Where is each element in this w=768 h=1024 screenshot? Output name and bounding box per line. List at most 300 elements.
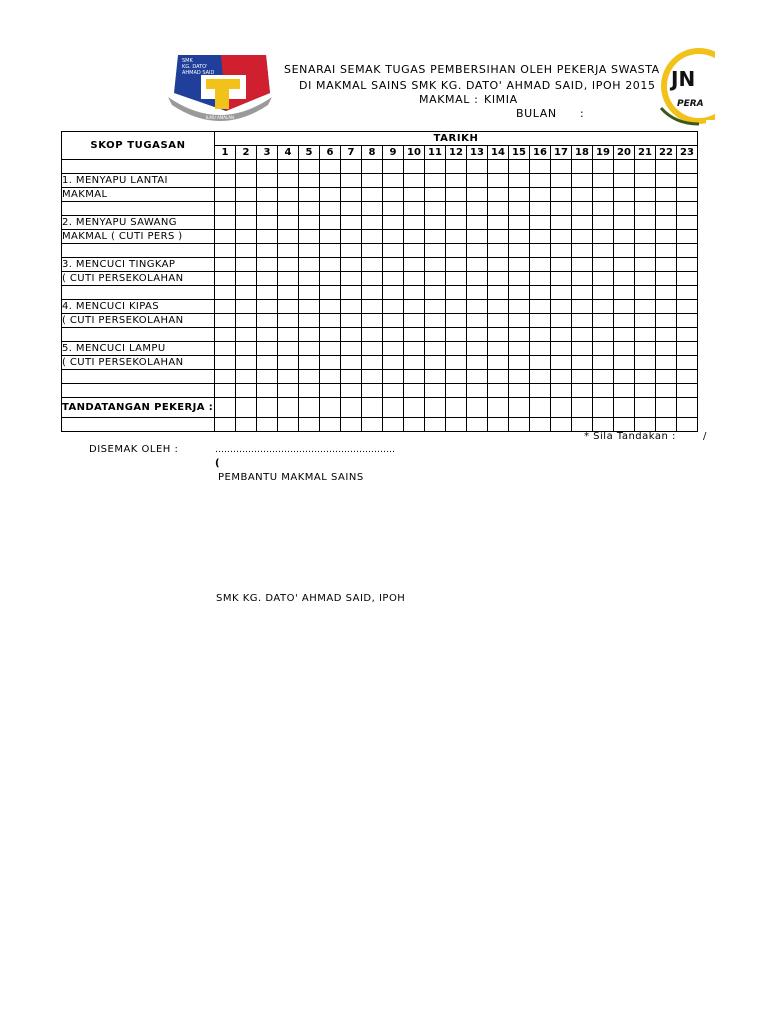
check-cell[interactable] (236, 342, 257, 356)
check-cell[interactable] (593, 258, 614, 272)
check-cell[interactable] (614, 342, 635, 356)
check-cell[interactable] (446, 398, 467, 418)
check-cell[interactable] (677, 328, 698, 342)
check-cell[interactable] (320, 370, 341, 384)
check-cell[interactable] (656, 300, 677, 314)
check-cell[interactable] (299, 398, 320, 418)
check-cell[interactable] (446, 230, 467, 244)
check-cell[interactable] (404, 370, 425, 384)
check-cell[interactable] (509, 244, 530, 258)
check-cell[interactable] (509, 418, 530, 432)
check-cell[interactable] (509, 300, 530, 314)
check-cell[interactable] (404, 328, 425, 342)
check-cell[interactable] (446, 244, 467, 258)
check-cell[interactable] (425, 314, 446, 328)
check-cell[interactable] (656, 370, 677, 384)
check-cell[interactable] (677, 174, 698, 188)
check-cell[interactable] (425, 174, 446, 188)
check-cell[interactable] (488, 174, 509, 188)
check-cell[interactable] (509, 286, 530, 300)
check-cell[interactable] (593, 174, 614, 188)
check-cell[interactable] (677, 160, 698, 174)
check-cell[interactable] (572, 342, 593, 356)
check-cell[interactable] (236, 160, 257, 174)
check-cell[interactable] (404, 244, 425, 258)
check-cell[interactable] (509, 188, 530, 202)
check-cell[interactable] (677, 384, 698, 398)
check-cell[interactable] (446, 258, 467, 272)
check-cell[interactable] (383, 342, 404, 356)
check-cell[interactable] (215, 356, 236, 370)
check-cell[interactable] (320, 342, 341, 356)
check-cell[interactable] (530, 384, 551, 398)
check-cell[interactable] (362, 398, 383, 418)
check-cell[interactable] (530, 160, 551, 174)
check-cell[interactable] (530, 244, 551, 258)
check-cell[interactable] (446, 342, 467, 356)
check-cell[interactable] (593, 356, 614, 370)
check-cell[interactable] (572, 272, 593, 286)
check-cell[interactable] (572, 300, 593, 314)
check-cell[interactable] (530, 188, 551, 202)
check-cell[interactable] (614, 202, 635, 216)
check-cell[interactable] (572, 160, 593, 174)
check-cell[interactable] (320, 244, 341, 258)
check-cell[interactable] (362, 216, 383, 230)
check-cell[interactable] (551, 418, 572, 432)
check-cell[interactable] (215, 398, 236, 418)
check-cell[interactable] (404, 272, 425, 286)
check-cell[interactable] (488, 356, 509, 370)
check-cell[interactable] (299, 216, 320, 230)
check-cell[interactable] (257, 174, 278, 188)
check-cell[interactable] (278, 314, 299, 328)
check-cell[interactable] (530, 342, 551, 356)
check-cell[interactable] (215, 216, 236, 230)
check-cell[interactable] (551, 174, 572, 188)
check-cell[interactable] (635, 286, 656, 300)
check-cell[interactable] (488, 160, 509, 174)
check-cell[interactable] (362, 258, 383, 272)
check-cell[interactable] (530, 258, 551, 272)
check-cell[interactable] (236, 286, 257, 300)
check-cell[interactable] (593, 300, 614, 314)
check-cell[interactable] (635, 216, 656, 230)
check-cell[interactable] (341, 174, 362, 188)
check-cell[interactable] (236, 244, 257, 258)
check-cell[interactable] (278, 230, 299, 244)
check-cell[interactable] (656, 160, 677, 174)
check-cell[interactable] (572, 384, 593, 398)
check-cell[interactable] (551, 384, 572, 398)
check-cell[interactable] (446, 314, 467, 328)
check-cell[interactable] (551, 258, 572, 272)
check-cell[interactable] (383, 398, 404, 418)
check-cell[interactable] (299, 356, 320, 370)
check-cell[interactable] (236, 398, 257, 418)
check-cell[interactable] (215, 272, 236, 286)
check-cell[interactable] (551, 216, 572, 230)
check-cell[interactable] (635, 398, 656, 418)
check-cell[interactable] (677, 230, 698, 244)
check-cell[interactable] (236, 356, 257, 370)
check-cell[interactable] (362, 384, 383, 398)
check-cell[interactable] (467, 174, 488, 188)
check-cell[interactable] (341, 384, 362, 398)
check-cell[interactable] (383, 328, 404, 342)
check-cell[interactable] (614, 370, 635, 384)
check-cell[interactable] (299, 230, 320, 244)
check-cell[interactable] (488, 370, 509, 384)
check-cell[interactable] (362, 174, 383, 188)
check-cell[interactable] (236, 188, 257, 202)
check-cell[interactable] (425, 230, 446, 244)
check-cell[interactable] (635, 202, 656, 216)
check-cell[interactable] (614, 314, 635, 328)
check-cell[interactable] (593, 418, 614, 432)
check-cell[interactable] (257, 384, 278, 398)
check-cell[interactable] (299, 202, 320, 216)
check-cell[interactable] (467, 258, 488, 272)
check-cell[interactable] (341, 300, 362, 314)
check-cell[interactable] (215, 160, 236, 174)
check-cell[interactable] (278, 216, 299, 230)
check-cell[interactable] (656, 216, 677, 230)
check-cell[interactable] (677, 258, 698, 272)
check-cell[interactable] (215, 174, 236, 188)
check-cell[interactable] (299, 244, 320, 258)
check-cell[interactable] (530, 286, 551, 300)
check-cell[interactable] (488, 272, 509, 286)
check-cell[interactable] (446, 272, 467, 286)
check-cell[interactable] (383, 258, 404, 272)
check-cell[interactable] (236, 272, 257, 286)
check-cell[interactable] (614, 160, 635, 174)
check-cell[interactable] (362, 230, 383, 244)
check-cell[interactable] (320, 188, 341, 202)
check-cell[interactable] (488, 314, 509, 328)
check-cell[interactable] (320, 286, 341, 300)
check-cell[interactable] (572, 188, 593, 202)
check-cell[interactable] (488, 258, 509, 272)
check-cell[interactable] (320, 384, 341, 398)
check-cell[interactable] (572, 230, 593, 244)
check-cell[interactable] (635, 300, 656, 314)
check-cell[interactable] (656, 202, 677, 216)
check-cell[interactable] (635, 356, 656, 370)
check-cell[interactable] (404, 286, 425, 300)
check-cell[interactable] (383, 300, 404, 314)
check-cell[interactable] (299, 418, 320, 432)
check-cell[interactable] (509, 258, 530, 272)
check-cell[interactable] (551, 328, 572, 342)
check-cell[interactable] (320, 160, 341, 174)
check-cell[interactable] (677, 286, 698, 300)
check-cell[interactable] (236, 384, 257, 398)
check-cell[interactable] (467, 244, 488, 258)
check-cell[interactable] (362, 272, 383, 286)
check-cell[interactable] (488, 384, 509, 398)
check-cell[interactable] (404, 188, 425, 202)
check-cell[interactable] (236, 370, 257, 384)
check-cell[interactable] (425, 418, 446, 432)
check-cell[interactable] (320, 300, 341, 314)
check-cell[interactable] (341, 398, 362, 418)
check-cell[interactable] (635, 272, 656, 286)
check-cell[interactable] (656, 314, 677, 328)
check-cell[interactable] (446, 384, 467, 398)
check-cell[interactable] (614, 398, 635, 418)
check-cell[interactable] (299, 272, 320, 286)
check-cell[interactable] (614, 174, 635, 188)
check-cell[interactable] (404, 356, 425, 370)
check-cell[interactable] (425, 202, 446, 216)
check-cell[interactable] (383, 160, 404, 174)
check-cell[interactable] (383, 314, 404, 328)
check-cell[interactable] (446, 356, 467, 370)
check-cell[interactable] (404, 384, 425, 398)
check-cell[interactable] (425, 160, 446, 174)
check-cell[interactable] (320, 314, 341, 328)
check-cell[interactable] (593, 272, 614, 286)
check-cell[interactable] (341, 418, 362, 432)
check-cell[interactable] (551, 188, 572, 202)
check-cell[interactable] (404, 230, 425, 244)
check-cell[interactable] (572, 174, 593, 188)
check-cell[interactable] (341, 160, 362, 174)
check-cell[interactable] (215, 258, 236, 272)
check-cell[interactable] (320, 258, 341, 272)
check-cell[interactable] (446, 188, 467, 202)
check-cell[interactable] (551, 342, 572, 356)
check-cell[interactable] (488, 328, 509, 342)
check-cell[interactable] (530, 174, 551, 188)
check-cell[interactable] (656, 188, 677, 202)
check-cell[interactable] (572, 314, 593, 328)
check-cell[interactable] (677, 300, 698, 314)
check-cell[interactable] (677, 398, 698, 418)
check-cell[interactable] (530, 418, 551, 432)
check-cell[interactable] (383, 188, 404, 202)
check-cell[interactable] (215, 384, 236, 398)
check-cell[interactable] (362, 300, 383, 314)
check-cell[interactable] (530, 328, 551, 342)
check-cell[interactable] (635, 258, 656, 272)
check-cell[interactable] (614, 418, 635, 432)
check-cell[interactable] (467, 384, 488, 398)
check-cell[interactable] (320, 202, 341, 216)
check-cell[interactable] (257, 286, 278, 300)
check-cell[interactable] (509, 342, 530, 356)
check-cell[interactable] (446, 174, 467, 188)
check-cell[interactable] (236, 314, 257, 328)
check-cell[interactable] (320, 230, 341, 244)
check-cell[interactable] (425, 300, 446, 314)
check-cell[interactable] (488, 398, 509, 418)
check-cell[interactable] (341, 216, 362, 230)
check-cell[interactable] (341, 314, 362, 328)
check-cell[interactable] (257, 356, 278, 370)
check-cell[interactable] (278, 202, 299, 216)
check-cell[interactable] (425, 370, 446, 384)
check-cell[interactable] (299, 328, 320, 342)
check-cell[interactable] (677, 314, 698, 328)
check-cell[interactable] (446, 160, 467, 174)
check-cell[interactable] (572, 244, 593, 258)
check-cell[interactable] (320, 418, 341, 432)
check-cell[interactable] (257, 216, 278, 230)
check-cell[interactable] (467, 342, 488, 356)
check-cell[interactable] (677, 418, 698, 432)
check-cell[interactable] (488, 300, 509, 314)
check-cell[interactable] (341, 258, 362, 272)
check-cell[interactable] (236, 418, 257, 432)
check-cell[interactable] (446, 370, 467, 384)
check-cell[interactable] (383, 244, 404, 258)
check-cell[interactable] (509, 160, 530, 174)
check-cell[interactable] (635, 328, 656, 342)
check-cell[interactable] (677, 244, 698, 258)
check-cell[interactable] (614, 286, 635, 300)
check-cell[interactable] (425, 244, 446, 258)
check-cell[interactable] (341, 202, 362, 216)
check-cell[interactable] (278, 328, 299, 342)
check-cell[interactable] (614, 258, 635, 272)
check-cell[interactable] (425, 356, 446, 370)
check-cell[interactable] (383, 286, 404, 300)
check-cell[interactable] (278, 272, 299, 286)
check-cell[interactable] (446, 418, 467, 432)
check-cell[interactable] (299, 314, 320, 328)
check-cell[interactable] (257, 244, 278, 258)
check-cell[interactable] (467, 356, 488, 370)
check-cell[interactable] (593, 314, 614, 328)
check-cell[interactable] (593, 216, 614, 230)
check-cell[interactable] (614, 300, 635, 314)
check-cell[interactable] (677, 216, 698, 230)
check-cell[interactable] (362, 356, 383, 370)
check-cell[interactable] (656, 272, 677, 286)
check-cell[interactable] (362, 418, 383, 432)
check-cell[interactable] (236, 174, 257, 188)
check-cell[interactable] (614, 188, 635, 202)
check-cell[interactable] (341, 356, 362, 370)
check-cell[interactable] (467, 202, 488, 216)
check-cell[interactable] (551, 300, 572, 314)
check-cell[interactable] (572, 216, 593, 230)
check-cell[interactable] (593, 370, 614, 384)
check-cell[interactable] (215, 300, 236, 314)
check-cell[interactable] (509, 216, 530, 230)
check-cell[interactable] (236, 216, 257, 230)
check-cell[interactable] (656, 244, 677, 258)
check-cell[interactable] (257, 370, 278, 384)
check-cell[interactable] (551, 202, 572, 216)
check-cell[interactable] (656, 398, 677, 418)
check-cell[interactable] (635, 174, 656, 188)
check-cell[interactable] (551, 370, 572, 384)
check-cell[interactable] (488, 418, 509, 432)
check-cell[interactable] (572, 258, 593, 272)
check-cell[interactable] (404, 258, 425, 272)
check-cell[interactable] (404, 314, 425, 328)
check-cell[interactable] (278, 258, 299, 272)
check-cell[interactable] (656, 356, 677, 370)
check-cell[interactable] (635, 418, 656, 432)
check-cell[interactable] (257, 230, 278, 244)
check-cell[interactable] (320, 272, 341, 286)
check-cell[interactable] (509, 272, 530, 286)
check-cell[interactable] (530, 300, 551, 314)
check-cell[interactable] (425, 398, 446, 418)
check-cell[interactable] (278, 286, 299, 300)
check-cell[interactable] (656, 384, 677, 398)
check-cell[interactable] (425, 328, 446, 342)
check-cell[interactable] (656, 230, 677, 244)
check-cell[interactable] (404, 202, 425, 216)
check-cell[interactable] (257, 188, 278, 202)
check-cell[interactable] (677, 272, 698, 286)
check-cell[interactable] (551, 244, 572, 258)
check-cell[interactable] (635, 342, 656, 356)
check-cell[interactable] (614, 384, 635, 398)
check-cell[interactable] (383, 216, 404, 230)
check-cell[interactable] (299, 370, 320, 384)
check-cell[interactable] (593, 188, 614, 202)
check-cell[interactable] (530, 314, 551, 328)
check-cell[interactable] (572, 370, 593, 384)
check-cell[interactable] (614, 244, 635, 258)
check-cell[interactable] (551, 314, 572, 328)
check-cell[interactable] (278, 160, 299, 174)
check-cell[interactable] (677, 188, 698, 202)
check-cell[interactable] (299, 174, 320, 188)
check-cell[interactable] (257, 328, 278, 342)
check-cell[interactable] (236, 328, 257, 342)
check-cell[interactable] (467, 300, 488, 314)
check-cell[interactable] (635, 244, 656, 258)
check-cell[interactable] (236, 230, 257, 244)
check-cell[interactable] (278, 300, 299, 314)
check-cell[interactable] (593, 286, 614, 300)
check-cell[interactable] (215, 314, 236, 328)
check-cell[interactable] (383, 174, 404, 188)
check-cell[interactable] (656, 342, 677, 356)
check-cell[interactable] (530, 202, 551, 216)
check-cell[interactable] (509, 384, 530, 398)
check-cell[interactable] (341, 188, 362, 202)
check-cell[interactable] (635, 160, 656, 174)
check-cell[interactable] (635, 384, 656, 398)
check-cell[interactable] (614, 356, 635, 370)
check-cell[interactable] (383, 202, 404, 216)
check-cell[interactable] (341, 342, 362, 356)
check-cell[interactable] (614, 216, 635, 230)
check-cell[interactable] (656, 328, 677, 342)
check-cell[interactable] (299, 384, 320, 398)
check-cell[interactable] (509, 202, 530, 216)
check-cell[interactable] (572, 356, 593, 370)
check-cell[interactable] (509, 398, 530, 418)
check-cell[interactable] (425, 272, 446, 286)
check-cell[interactable] (299, 258, 320, 272)
check-cell[interactable] (425, 258, 446, 272)
check-cell[interactable] (593, 160, 614, 174)
check-cell[interactable] (257, 398, 278, 418)
check-cell[interactable] (341, 328, 362, 342)
check-cell[interactable] (257, 300, 278, 314)
check-cell[interactable] (572, 418, 593, 432)
